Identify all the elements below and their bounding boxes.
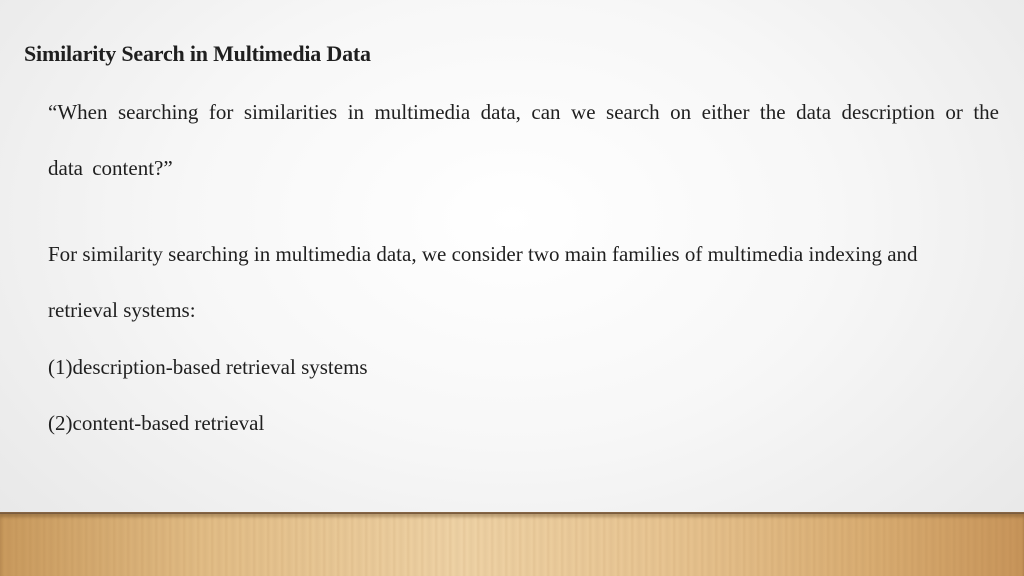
list-item xyxy=(48,395,368,451)
body-paragraph: For similarity searching in multimedia data, we consider two main families of multimedia indexing and retrieval systems: xyxy=(48,242,918,322)
list-marker: (1) xyxy=(48,355,73,379)
list-item-text: description-based retrieval systems xyxy=(72,355,368,379)
list-item xyxy=(48,339,368,395)
list-marker: (2) xyxy=(48,411,73,435)
wood-floor-background xyxy=(0,514,1024,576)
list-item-text: content-based retrieval xyxy=(72,411,265,435)
slide-title: Similarity Search in Multimedia Data xyxy=(24,41,371,66)
question-paragraph: “When searching for similarities in multimedia data, can we search on either the data description or the data content?” xyxy=(48,100,999,180)
retrieval-systems-list xyxy=(48,339,368,451)
